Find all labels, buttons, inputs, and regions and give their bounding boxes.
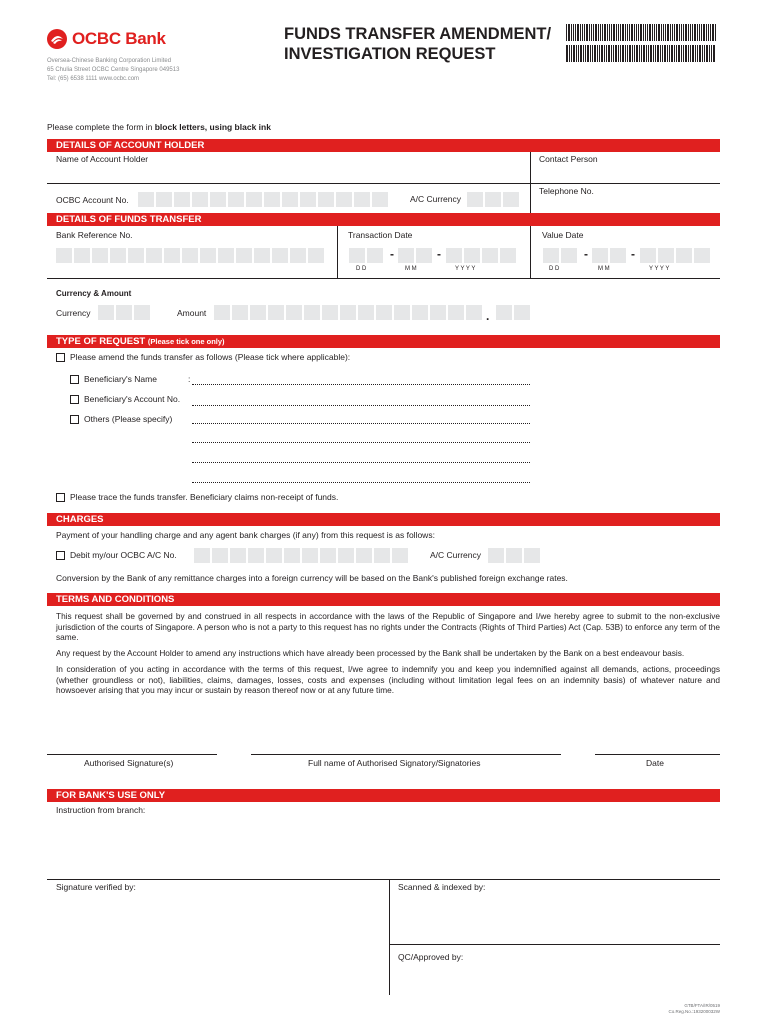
char-box[interactable] [228, 192, 244, 207]
char-box[interactable] [398, 248, 414, 263]
char-box[interactable] [300, 192, 316, 207]
debit-account-label: Debit my/our OCBC A/C No. [70, 550, 177, 560]
char-box[interactable] [467, 192, 483, 207]
date-hint-mm: M M [405, 266, 417, 272]
name-of-account-holder-label: Name of Account Holder [56, 154, 149, 164]
divider [389, 944, 720, 945]
date-label: Date [646, 758, 664, 768]
char-box[interactable] [194, 548, 210, 563]
char-box[interactable] [592, 248, 608, 263]
contact-person-label: Contact Person [539, 154, 598, 164]
transaction-date-label: Transaction Date [348, 230, 413, 240]
char-box[interactable] [192, 192, 208, 207]
char-box[interactable] [358, 305, 374, 320]
full-name-label: Full name of Authorised Signatory/Signatories [308, 758, 481, 768]
debit-account-checkbox[interactable] [56, 551, 65, 560]
terms-paragraph-1: This request shall be governed by and construed in all respects in accordance with the laws of the Republic of Singapore and I/we hereby agree to submit to the non-exclusive jurisdiction of the courts of Singapore. A person who is not a party to this request has no rights under the Contracts (Rights of Third Parties) Act (Cap. 53B) to enforce any term of the same. [56, 611, 720, 643]
date-hint-dd: D D [549, 266, 560, 272]
char-box[interactable] [302, 548, 318, 563]
char-box[interactable] [322, 305, 338, 320]
others-input[interactable] [192, 462, 530, 463]
char-box[interactable] [254, 248, 270, 263]
form-instruction: Please complete the form in block letters, using black ink [47, 122, 271, 132]
barcode-graphic [566, 24, 716, 62]
char-box[interactable] [146, 248, 162, 263]
beneficiary-name-checkbox[interactable] [70, 375, 79, 384]
ocbc-logo [46, 27, 166, 51]
char-box[interactable] [182, 248, 198, 263]
char-box[interactable] [268, 305, 284, 320]
char-box[interactable] [250, 305, 266, 320]
char-box[interactable] [174, 192, 190, 207]
beneficiary-name-input[interactable] [192, 384, 530, 385]
footer-codes [668, 1003, 720, 1015]
date-separator: - [390, 247, 394, 261]
char-box[interactable] [367, 248, 383, 263]
form-title [284, 24, 551, 64]
char-box[interactable] [374, 548, 390, 563]
char-box[interactable] [286, 305, 302, 320]
section-header-funds-transfer: DETAILS OF FUNDS TRANSFER [47, 213, 720, 226]
date-hint-dd: D D [356, 266, 367, 272]
beneficiary-account-checkbox[interactable] [70, 395, 79, 404]
trace-option-label: Please trace the funds transfer. Beneficiary claims non-receipt of funds. [70, 492, 339, 502]
char-box[interactable] [466, 305, 482, 320]
char-box[interactable] [248, 548, 264, 563]
char-box[interactable] [92, 248, 108, 263]
char-box[interactable] [212, 548, 228, 563]
char-box[interactable] [412, 305, 428, 320]
char-box[interactable] [496, 305, 512, 320]
date-line[interactable] [595, 754, 720, 755]
char-box[interactable] [392, 548, 408, 563]
char-box[interactable] [232, 305, 248, 320]
trace-checkbox[interactable] [56, 493, 65, 502]
logo-text: OCBC Bank [72, 29, 166, 48]
char-box[interactable] [336, 192, 352, 207]
charges-currency-label: A/C Currency [430, 550, 482, 560]
char-box[interactable] [156, 192, 172, 207]
qc-approved-label: QC/Approved by: [398, 952, 464, 962]
others-input[interactable] [192, 482, 530, 483]
char-box[interactable] [272, 248, 288, 263]
others-input[interactable] [192, 442, 530, 443]
char-box[interactable] [128, 248, 144, 263]
divider [337, 226, 338, 278]
bank-reference-label: Bank Reference No. [56, 230, 133, 240]
divider [389, 879, 390, 995]
char-box[interactable] [290, 248, 306, 263]
company-line: Oversea-Chinese Banking Corporation Limited [47, 58, 172, 64]
telephone-no-label: Telephone No. [539, 186, 594, 196]
char-box[interactable] [164, 248, 180, 263]
char-box[interactable] [98, 305, 114, 320]
signature-verified-label: Signature verified by: [56, 882, 136, 892]
char-box[interactable] [430, 305, 446, 320]
char-box[interactable] [640, 248, 656, 263]
char-box[interactable] [482, 248, 498, 263]
value-date-label: Value Date [542, 230, 584, 240]
ocbc-account-no-label: OCBC Account No. [56, 195, 129, 205]
divider [47, 183, 530, 184]
char-box[interactable] [514, 305, 530, 320]
date-separator: - [437, 247, 441, 261]
type-of-request-heading: TYPE OF REQUEST [56, 336, 146, 347]
section-header-type-of-request [47, 335, 720, 348]
char-box[interactable] [134, 305, 150, 320]
char-box[interactable] [230, 548, 246, 563]
currency-amount-label: Currency & Amount [56, 289, 132, 298]
char-box[interactable] [561, 248, 577, 263]
char-box[interactable] [524, 548, 540, 563]
amend-checkbox[interactable] [56, 353, 65, 362]
char-box[interactable] [500, 248, 516, 263]
char-box[interactable] [543, 248, 559, 263]
char-box[interactable] [304, 305, 320, 320]
char-box[interactable] [394, 305, 410, 320]
char-box[interactable] [200, 248, 216, 263]
beneficiary-name-label: Beneficiary's Name [84, 374, 157, 384]
char-box[interactable] [658, 248, 674, 263]
full-name-line[interactable] [251, 754, 561, 755]
divider [47, 278, 720, 279]
scanned-indexed-label: Scanned & indexed by: [398, 882, 486, 892]
section-header-terms: TERMS AND CONDITIONS [47, 593, 720, 606]
char-box[interactable] [74, 248, 90, 263]
currency-label: Currency [56, 308, 91, 318]
title-line-2: INVESTIGATION REQUEST [284, 45, 496, 63]
char-box[interactable] [338, 548, 354, 563]
instruction-from-branch-label: Instruction from branch: [56, 805, 146, 815]
ac-currency-label: A/C Currency [410, 194, 462, 204]
conversion-note: Conversion by the Bank of any remittance charges into a foreign currency will be based on the Bank's published foreign exchange rates. [56, 573, 568, 583]
char-box[interactable] [318, 192, 334, 207]
char-box[interactable] [356, 548, 372, 563]
char-box[interactable] [218, 248, 234, 263]
char-box[interactable] [282, 192, 298, 207]
char-box[interactable] [266, 548, 282, 563]
tick-one-note: (Please tick one only) [147, 337, 225, 346]
char-box[interactable] [320, 548, 336, 563]
beneficiary-account-label: Beneficiary's Account No. [84, 394, 181, 404]
char-box[interactable] [354, 192, 370, 207]
decimal-point: . [486, 309, 490, 323]
char-box[interactable] [110, 248, 126, 263]
char-box[interactable] [210, 192, 226, 207]
char-box[interactable] [214, 305, 230, 320]
char-box[interactable] [372, 192, 388, 207]
char-box[interactable] [264, 192, 280, 207]
date-hint-yyyy: Y Y Y Y [455, 266, 476, 272]
others-label: Others (Please specify) [84, 414, 173, 424]
barcode [566, 24, 716, 62]
char-box[interactable] [503, 192, 519, 207]
char-box[interactable] [485, 192, 501, 207]
char-box[interactable] [116, 305, 132, 320]
company-line: Tel: (65) 6538 1111 www.ocbc.com [47, 76, 140, 82]
others-checkbox[interactable] [70, 415, 79, 424]
char-box[interactable] [506, 548, 522, 563]
form-code: GTB/FTA/IR/0519 [684, 1003, 720, 1008]
authorised-signature-line[interactable] [47, 754, 217, 755]
section-header-account-holder: DETAILS OF ACCOUNT HOLDER [47, 139, 720, 152]
section-header-bank-use: FOR BANK'S USE ONLY [47, 789, 720, 802]
divider [530, 183, 720, 184]
char-box[interactable] [349, 248, 365, 263]
char-box[interactable] [246, 192, 262, 207]
char-box[interactable] [464, 248, 480, 263]
date-hint-mm: M M [598, 266, 610, 272]
date-separator: - [584, 247, 588, 261]
company-line: 65 Chulia Street OCBC Centre Singapore 049513 [47, 67, 180, 73]
amend-option-label: Please amend the funds transfer as follows (Please tick where applicable): [70, 352, 351, 362]
char-box[interactable] [236, 248, 252, 263]
amount-label: Amount [177, 308, 207, 318]
char-box[interactable] [376, 305, 392, 320]
ocbc-logo-icon [46, 28, 68, 50]
char-box[interactable] [448, 305, 464, 320]
char-box[interactable] [340, 305, 356, 320]
title-line-1: FUNDS TRANSFER AMENDMENT/ [284, 25, 552, 43]
company-info [47, 57, 179, 84]
company-reg-no: Co.Reg.No.:193200032W [668, 1009, 720, 1014]
colon: : [188, 374, 191, 384]
char-box[interactable] [56, 248, 72, 263]
char-box[interactable] [676, 248, 692, 263]
char-box[interactable] [694, 248, 710, 263]
authorised-signature-label: Authorised Signature(s) [84, 758, 174, 768]
char-box[interactable] [138, 192, 154, 207]
char-box[interactable] [284, 548, 300, 563]
charges-intro: Payment of your handling charge and any agent bank charges (if any) from this request is as follows: [56, 530, 435, 540]
char-box[interactable] [488, 548, 504, 563]
terms-paragraph-2: Any request by the Account Holder to amend any instructions which have already been processed by the Bank shall be undertaken by the Bank on a best endeavour basis. [56, 648, 685, 658]
char-box[interactable] [446, 248, 462, 263]
divider [530, 226, 531, 278]
char-box[interactable] [610, 248, 626, 263]
date-separator: - [631, 247, 635, 261]
char-box[interactable] [416, 248, 432, 263]
date-hint-yyyy: Y Y Y Y [649, 266, 670, 272]
divider [47, 879, 720, 880]
others-input[interactable] [192, 423, 530, 424]
char-box[interactable] [308, 248, 324, 263]
terms-paragraph-3: In consideration of you acting in accordance with the terms of this request, I/we agree to indemnify you and keep you indemnified against all demands, actions, proceedings (whether groundless or not), liabilities, claims, damages, losses, costs and expenses (including without limitation legal fees on an indemnity basis) of whatever nature and howsoever arising that you may incur or sustain by reason thereof now or at any future time. [56, 664, 720, 696]
section-header-charges: CHARGES [47, 513, 720, 526]
beneficiary-account-input[interactable] [192, 405, 530, 406]
